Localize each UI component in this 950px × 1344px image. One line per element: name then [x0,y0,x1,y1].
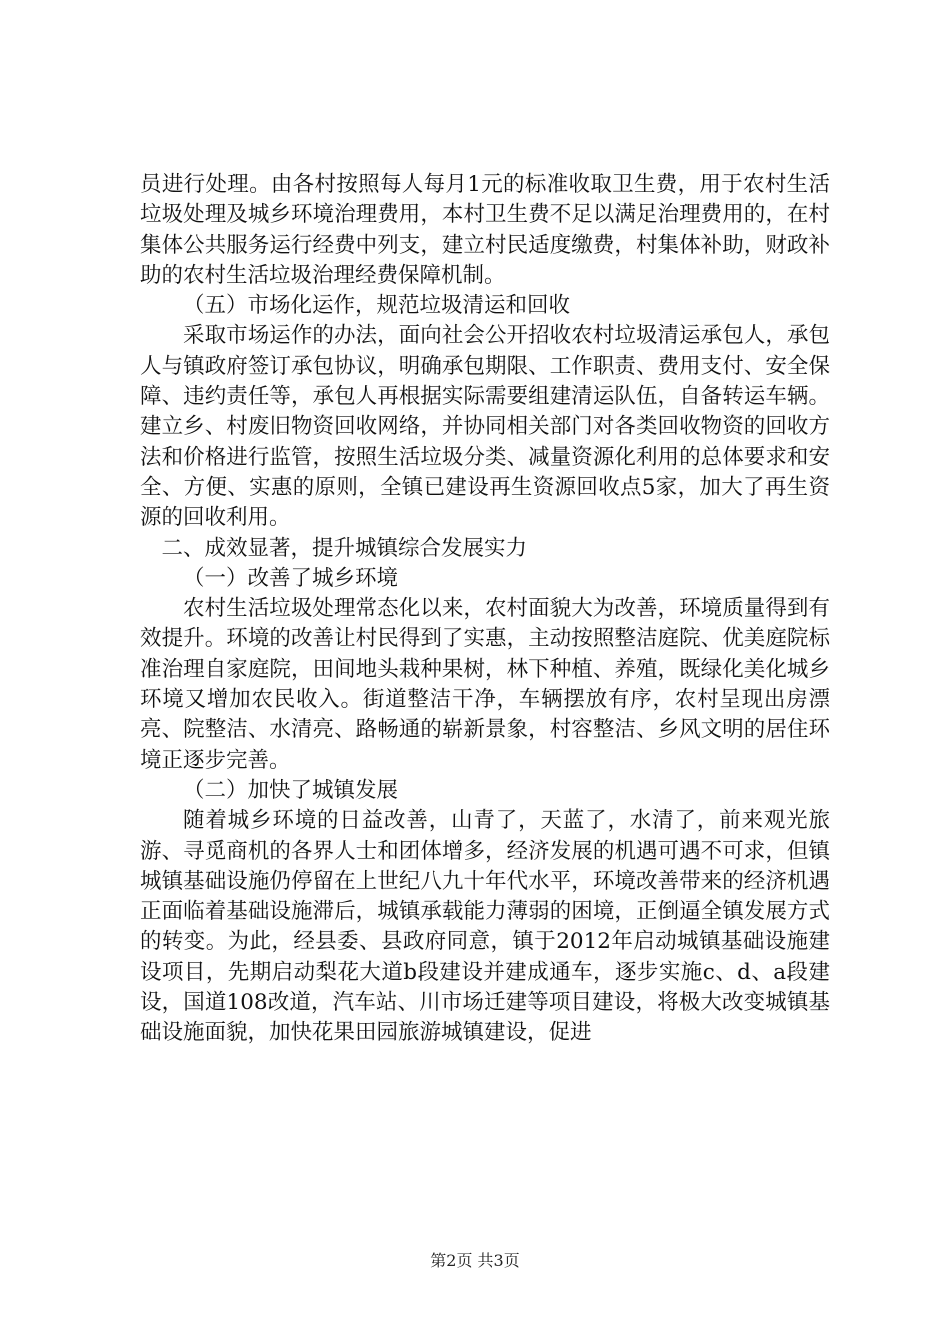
section-heading-5: （五）市场化运作，规范垃圾清运和回收 [183,293,571,319]
paragraph-market-operation: 采取市场运作的办法，面向社会公开招收农村垃圾清运承包人，承包人与镇政府签订承包协议，明确承包期限、工作职责、费用支付、安全保障、违约责任等，承包人再根据实际需要组建清运队伍，自备转运车辆。建立乡、村废旧物资回收网络，并协同相关部门对各类回收物资的回收方法和价格进行监管，按照生活垃圾分类、减量资源化利用的总体要求和安全、方便、实惠的原则，全镇已建设再生资源回收点5家，加大了再生资源的回收利用。 [140,323,830,531]
paragraph-continuation: 员进行处理。由各村按照每人每月1元的标准收取卫生费，用于农村生活垃圾处理及城乡环境治理费用，本村卫生费不足以满足治理费用的，在村集体公共服务运行经费中列支，建立村民适度缴费，村集体补助，财政补助的农村生活垃圾治理经费保障机制。 [140,172,830,288]
page-footer: 第2页 共3页 [430,1251,520,1270]
paragraph-town-development: 随着城乡环境的日益改善，山青了，天蓝了，水清了，前来观光旅游、寻觅商机的各界人士和团体增多，经济发展的机遇可遇不可求，但镇城镇基础设施仍停留在上世纪八九十年代水平，环境改善带来的经济机遇正面临着基础设施滞后，城镇承载能力薄弱的困境，正倒逼全镇发展方式的转变。为此，经县委、县政府同意，镇于2012年启动城镇基础设施建设项目，先期启动梨花大道b段建设并建成通车，逐步实施c、d、a段建设，国道108改道，汽车站、川市场迁建等项目建设，将极大改变城镇基础设施面貌，加快花果田园旅游城镇建设，促进 [140,808,830,1046]
section-heading-2-2: （二）加快了城镇发展 [183,777,399,803]
paragraph-environment: 农村生活垃圾处理常态化以来，农村面貌大为改善，环境质量得到有效提升。环境的改善让村民得到了实惠，主动按照整洁庭院、优美庭院标准治理自家庭院，田间地头栽种果树，林下种植、养殖，既绿化美化城乡环境又增加农民收入。街道整洁干净，车辆摆放有序，农村呈现出房漂亮、院整洁、水清亮、路畅通的崭新景象，村容整洁、乡风文明的居住环境正逐步完善。 [140,596,830,773]
main-heading-2: 二、成效显著，提升城镇综合发展实力 [161,535,528,561]
section-heading-2-1: （一）改善了城乡环境 [183,565,399,591]
document-body [140,170,830,1049]
